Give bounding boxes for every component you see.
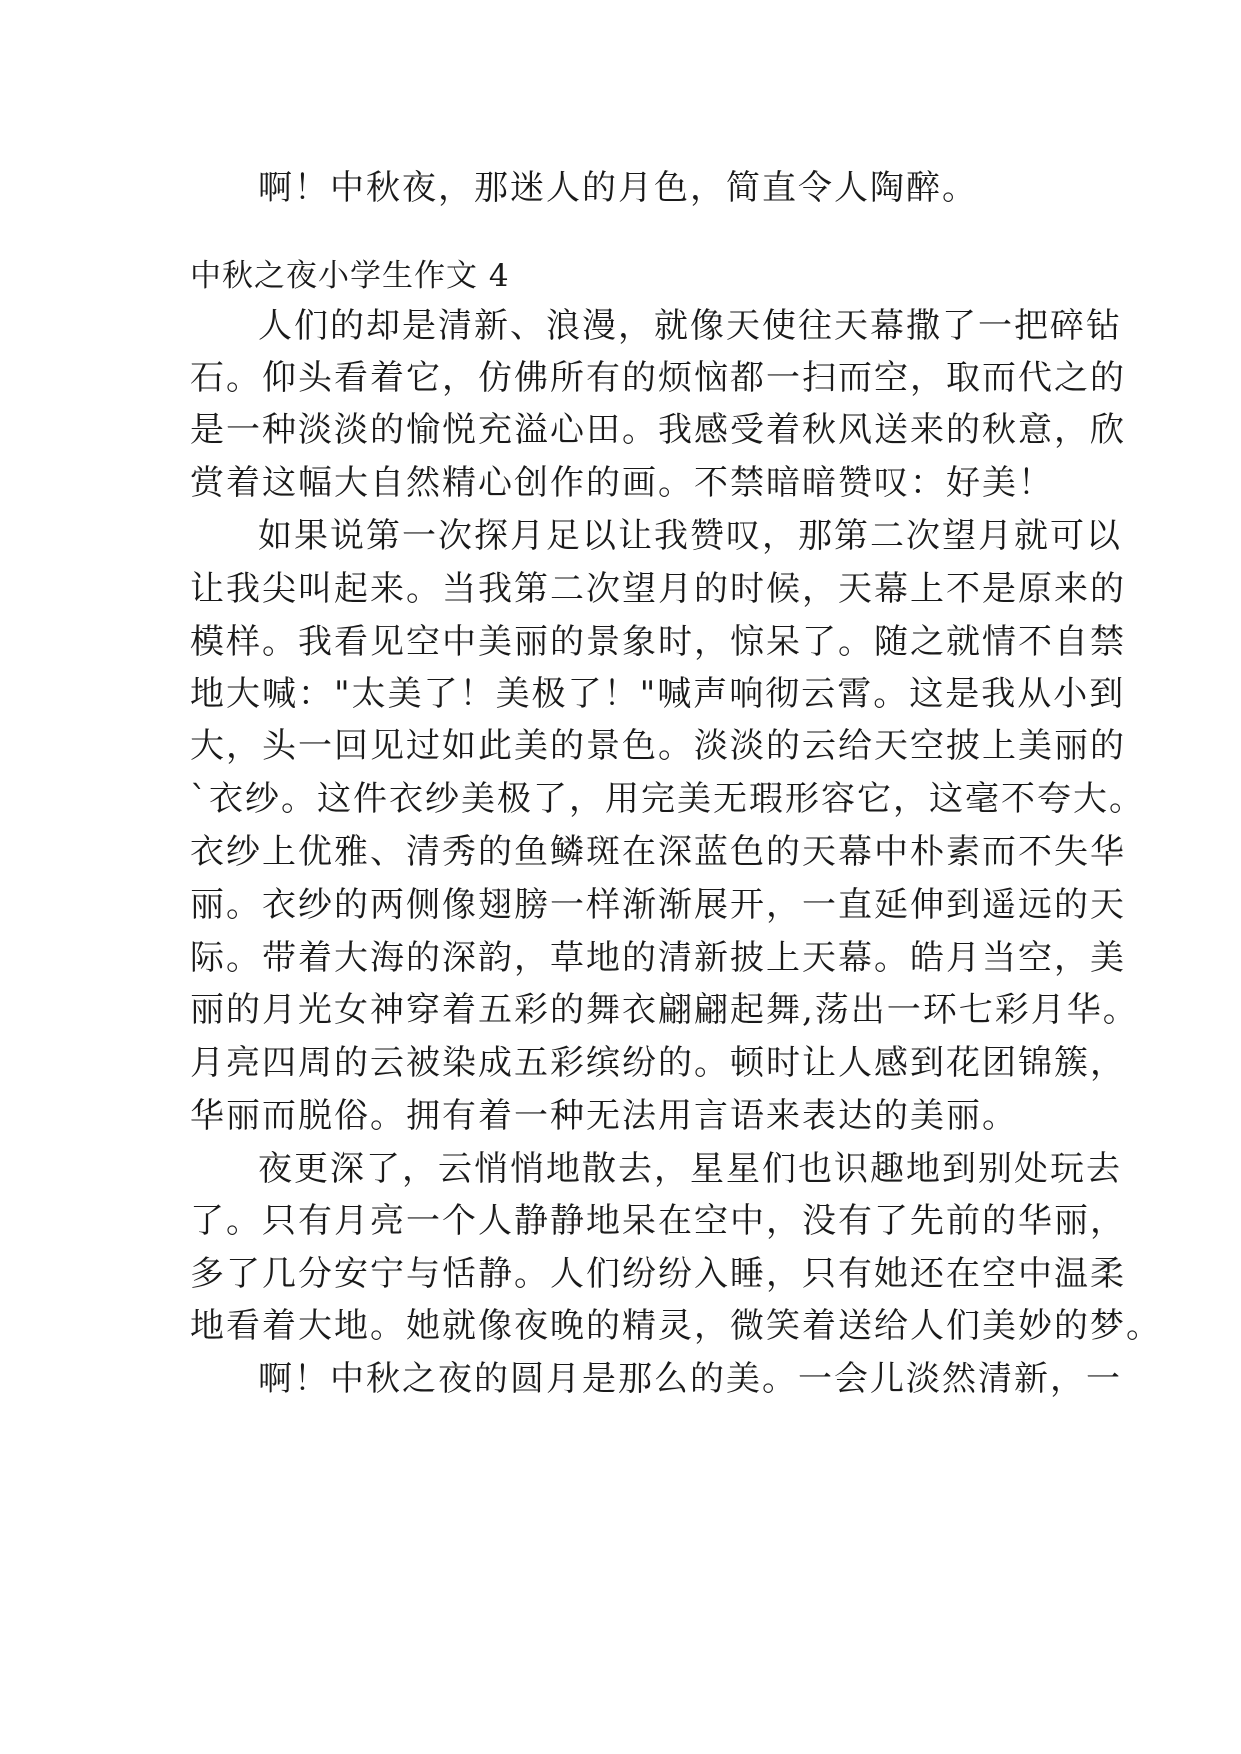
paragraph-line: 地大喊："太美了！美极了！"喊声响彻云霄。这是我从小到: [190, 674, 1126, 714]
paragraph-line: 丽的月光女神穿着五彩的舞衣翩翩起舞,荡出一环七彩月华。: [190, 990, 1139, 1030]
paragraph-line: 衣纱上优雅、清秀的鱼鳞斑在深蓝色的天幕中朴素而不失华: [190, 832, 1126, 872]
paragraph-line: 模样。我看见空中美丽的景象时，惊呆了。随之就情不自禁: [190, 622, 1126, 662]
paragraph-line: 赏着这幅大自然精心创作的画。不禁暗暗赞叹：好美！: [190, 463, 1054, 503]
paragraph-line: 多了几分安宁与恬静。人们纷纷入睡，只有她还在空中温柔: [190, 1254, 1126, 1294]
paragraph-line: 夜更深了，云悄悄地散去，星星们也识趣地到别处玩去: [258, 1149, 1122, 1189]
paragraph-line: 际。带着大海的深韵，草地的清新披上天幕。皓月当空，美: [190, 938, 1126, 978]
paragraph-line: 丽。衣纱的两侧像翅膀一样渐渐展开，一直延伸到遥远的天: [190, 885, 1126, 925]
paragraph-line: 啊！中秋之夜的圆月是那么的美。一会儿淡然清新，一: [258, 1359, 1122, 1399]
paragraph-line: 地看着大地。她就像夜晚的精灵，微笑着送给人们美妙的梦。: [190, 1306, 1162, 1346]
paragraph-line: 华丽而脱俗。拥有着一种无法用言语来表达的美丽。: [190, 1096, 1018, 1136]
paragraph-line: 石。仰头看着它，仿佛所有的烦恼都一扫而空，取而代之的: [190, 358, 1126, 398]
paragraph-line: 让我尖叫起来。当我第二次望月的时候，天幕上不是原来的: [190, 569, 1126, 609]
paragraph-line: 大，头一回见过如此美的景色。淡淡的云给天空披上美丽的: [190, 726, 1126, 766]
paragraph-line: 啊！中秋夜，那迷人的月色，简直令人陶醉。: [258, 168, 978, 208]
paragraph-line: 如果说第一次探月足以让我赞叹，那第二次望月就可以: [258, 516, 1122, 556]
section-heading: 中秋之夜小学生作文 4: [190, 258, 510, 294]
paragraph-line: 是一种淡淡的愉悦充溢心田。我感受着秋风送来的秋意，欣: [190, 410, 1126, 450]
paragraph-line: `衣纱。这件衣纱美极了，用完美无瑕形容它，这毫不夸大。: [190, 779, 1145, 819]
paragraph-line: 人们的却是清新、浪漫，就像天使往天幕撒了一把碎钻: [258, 306, 1122, 346]
paragraph-line: 月亮四周的云被染成五彩缤纷的。顿时让人感到花团锦簇，: [190, 1043, 1126, 1083]
paragraph-line: 了。只有月亮一个人静静地呆在空中，没有了先前的华丽，: [190, 1201, 1126, 1241]
